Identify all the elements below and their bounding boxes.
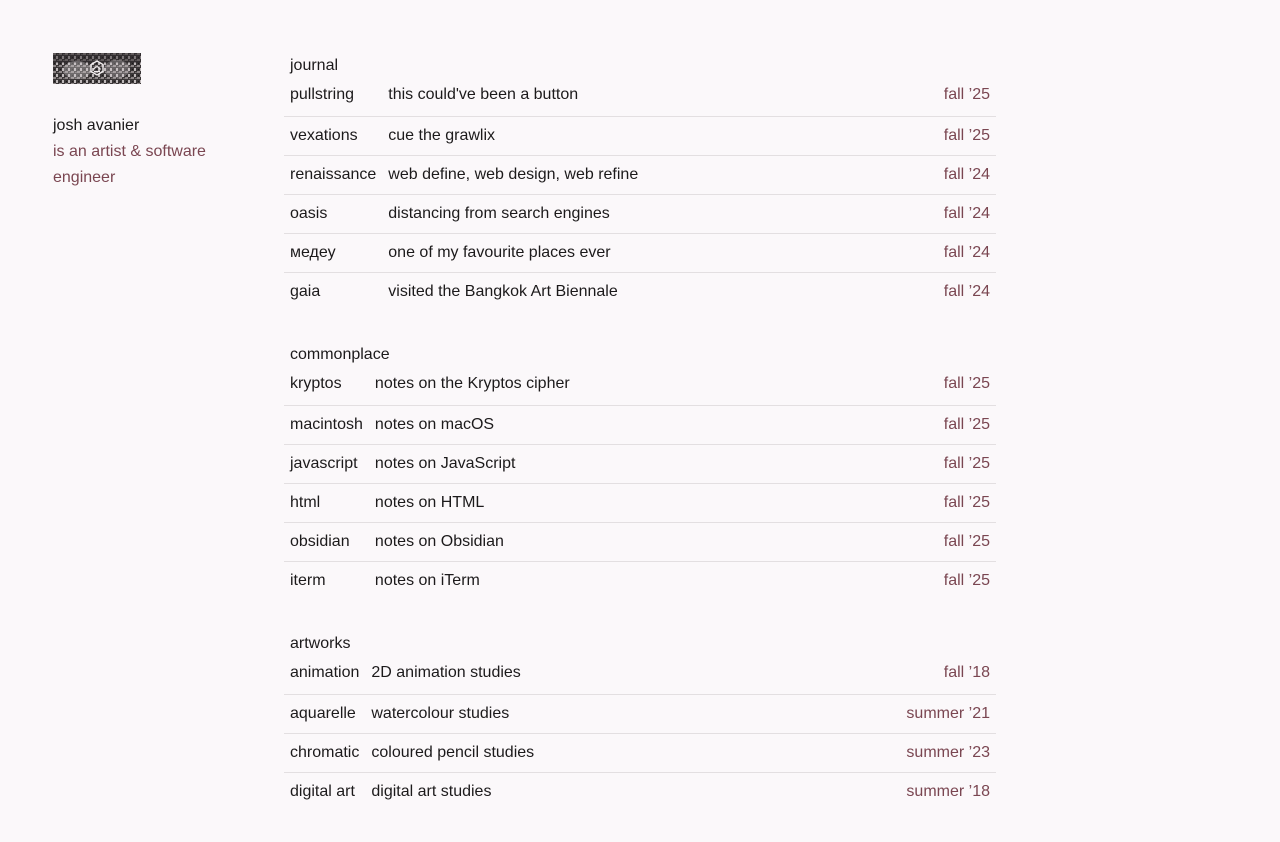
entry-description[interactable]: web define, web design, web refine	[382, 156, 937, 195]
table-row[interactable]	[284, 367, 996, 406]
table-row[interactable]	[284, 406, 996, 445]
entry-date: fall ’25	[938, 562, 996, 601]
entry-description[interactable]: notes on macOS	[369, 406, 938, 445]
main-content	[284, 53, 996, 842]
journal-table	[284, 78, 996, 311]
section-title-commonplace: commonplace	[290, 346, 390, 363]
entry-description[interactable]: notes on the Kryptos cipher	[374, 374, 570, 392]
entry-date: fall ’25	[938, 523, 996, 562]
entry-date: summer ’23	[900, 734, 996, 773]
entry-slug[interactable]: vexations	[284, 117, 382, 156]
entry-description[interactable]: distancing from search engines	[382, 195, 937, 234]
table-row[interactable]	[284, 156, 996, 195]
entry-description[interactable]: cue the grawlix	[382, 117, 937, 156]
entry-date: summer ’18	[900, 773, 996, 812]
entry-slug[interactable]: kryptos	[290, 374, 342, 392]
entry-description[interactable]: coloured pencil studies	[365, 734, 900, 773]
entry-description[interactable]: this could've been a button	[388, 85, 579, 103]
artworks-table	[284, 656, 996, 811]
entry-date: fall ’24	[938, 195, 996, 234]
artworks-section	[284, 631, 996, 811]
entry-date: fall ’25	[943, 85, 990, 103]
commonplace-table	[284, 367, 996, 600]
entry-date: fall ’25	[938, 484, 996, 523]
entry-date: fall ’24	[938, 156, 996, 195]
author-tagline: is an artist & software engineer	[53, 143, 206, 186]
entry-description[interactable]: visited the Bangkok Art Biennale	[382, 273, 937, 312]
table-row[interactable]	[284, 523, 996, 562]
entry-description[interactable]: notes on JavaScript	[369, 445, 938, 484]
sidebar	[53, 53, 253, 191]
entry-date: fall ’25	[938, 117, 996, 156]
entry-slug[interactable]: renaissance	[284, 156, 382, 195]
entry-slug[interactable]: aquarelle	[284, 695, 365, 734]
table-row[interactable]	[284, 273, 996, 312]
entry-slug[interactable]: animation	[290, 663, 360, 681]
entry-slug[interactable]: iterm	[284, 562, 369, 601]
author-name: josh avanier	[53, 117, 140, 134]
home-logo-link[interactable]	[53, 53, 141, 84]
table-row[interactable]	[284, 195, 996, 234]
section-title-artworks: artworks	[290, 635, 351, 652]
entry-description[interactable]: watercolour studies	[365, 695, 900, 734]
entry-description[interactable]: notes on HTML	[369, 484, 938, 523]
table-row[interactable]	[284, 562, 996, 601]
table-row[interactable]	[284, 445, 996, 484]
table-row[interactable]	[284, 695, 996, 734]
entry-date: fall ’25	[938, 445, 996, 484]
table-row[interactable]	[284, 656, 996, 695]
entry-description[interactable]: notes on Obsidian	[369, 523, 938, 562]
entry-date: fall ’18	[943, 663, 990, 681]
commonplace-section	[284, 342, 996, 600]
entry-slug[interactable]: pullstring	[290, 85, 355, 103]
entry-slug[interactable]: oasis	[284, 195, 382, 234]
entry-slug[interactable]: медеу	[284, 234, 382, 273]
table-row[interactable]	[284, 773, 996, 812]
entry-date: fall ’25	[943, 374, 990, 392]
entry-slug[interactable]: obsidian	[284, 523, 369, 562]
entry-description[interactable]: notes on iTerm	[369, 562, 938, 601]
author-portrait-logo-icon	[53, 53, 141, 84]
table-row[interactable]	[284, 78, 996, 117]
table-row[interactable]	[284, 484, 996, 523]
entry-date: fall ’24	[938, 273, 996, 312]
entry-slug[interactable]: digital art	[284, 773, 365, 812]
table-row[interactable]	[284, 734, 996, 773]
entry-date: fall ’24	[938, 234, 996, 273]
table-row[interactable]	[284, 117, 996, 156]
entry-description[interactable]: one of my favourite places ever	[382, 234, 937, 273]
entry-slug[interactable]: chromatic	[284, 734, 365, 773]
entry-slug[interactable]: javascript	[284, 445, 369, 484]
journal-section	[284, 53, 996, 311]
entry-date: summer ’21	[900, 695, 996, 734]
table-row[interactable]	[284, 234, 996, 273]
entry-slug[interactable]: macintosh	[284, 406, 369, 445]
section-title-journal: journal	[290, 57, 339, 74]
entry-slug[interactable]: gaia	[284, 273, 382, 312]
entry-slug[interactable]: html	[284, 484, 369, 523]
entry-date: fall ’25	[938, 406, 996, 445]
entry-description[interactable]: 2D animation studies	[371, 663, 521, 681]
entry-description[interactable]: digital art studies	[365, 773, 900, 812]
